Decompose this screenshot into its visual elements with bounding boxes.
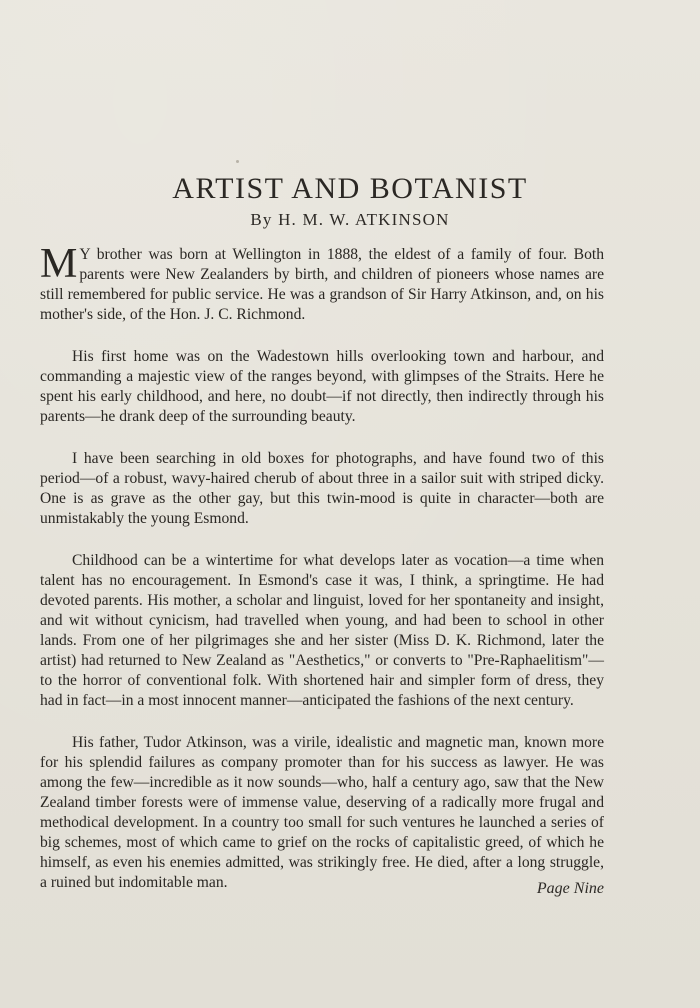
paragraph-1-text: Y brother was born at Wellington in 1888, the eldest of a family of four. Both parents were New Zealanders by birth, and children of pioneers whose names are still remembered for public service. He was a grandson of Sir Harry Atkinson, and, on his mother's side, of the Hon. J. C. Richmond.: [40, 246, 604, 323]
paragraph-2: His first home was on the Wadestown hills overlooking town and harbour, and commanding a majestic view of the ranges beyond, with glimpses of the Straits. Here he spent his early childhood, and here, no doubt—if not directly, then indirectly through his parents—he drank deep of the surrounding beauty.: [40, 348, 604, 425]
article-byline: By H. M. W. ATKINSON: [250, 210, 450, 229]
article-body: [40, 241, 604, 915]
article-title: ARTIST AND BOTANIST: [172, 172, 528, 205]
paragraph-1: [40, 241, 604, 325]
drop-cap: M: [40, 241, 78, 287]
page-number: Page Nine: [536, 880, 604, 897]
paragraph-5: His father, Tudor Atkinson, was a virile, idealistic and magnetic man, known more for his splendid failures as company promoter than for his success as lawyer. He was among the few—incredible as it now sounds—who, half a century ago, saw that the New Zealand timber forests were of immense value, deserving of a radically more frugal and methodical development. In a country too small for such ventures he launched a series of big schemes, most of which came to grief on the rocks of capitalistic greed, of which he himself, as even his enemies admitted, was strikingly free. He died, after a long struggle, a ruined but indomitable man.: [40, 734, 604, 891]
paper-speck: [236, 160, 239, 163]
paragraph-4: Childhood can be a wintertime for what develops later as vocation—a time when talent has no encouragement. In Esmond's case it was, I think, a springtime. He had devoted parents. His mother, a scholar and linguist, loved for her spontaneity and insight, and wit without cynicism, had travelled when young, and had been to school in other lands. From one of her pilgrimages she and her sister (Miss D. K. Richmond, later the artist) had returned to New Zealand as "Aesthetics," or converts to "Pre-Raphaelitism"—to the horror of conventional folk. With shortened hair and simpler form of dress, they had in fact—in a most innocent manner—anticipated the fashions of the next century.: [40, 552, 604, 709]
paragraph-3: I have been searching in old boxes for photographs, and have found two of this period—of a robust, wavy-haired cherub of about three in a sailor suit with striped dicky. One is as grave as the other gay, but this twin-mood is quite in character—both are unmistakably the young Esmond.: [40, 450, 604, 527]
